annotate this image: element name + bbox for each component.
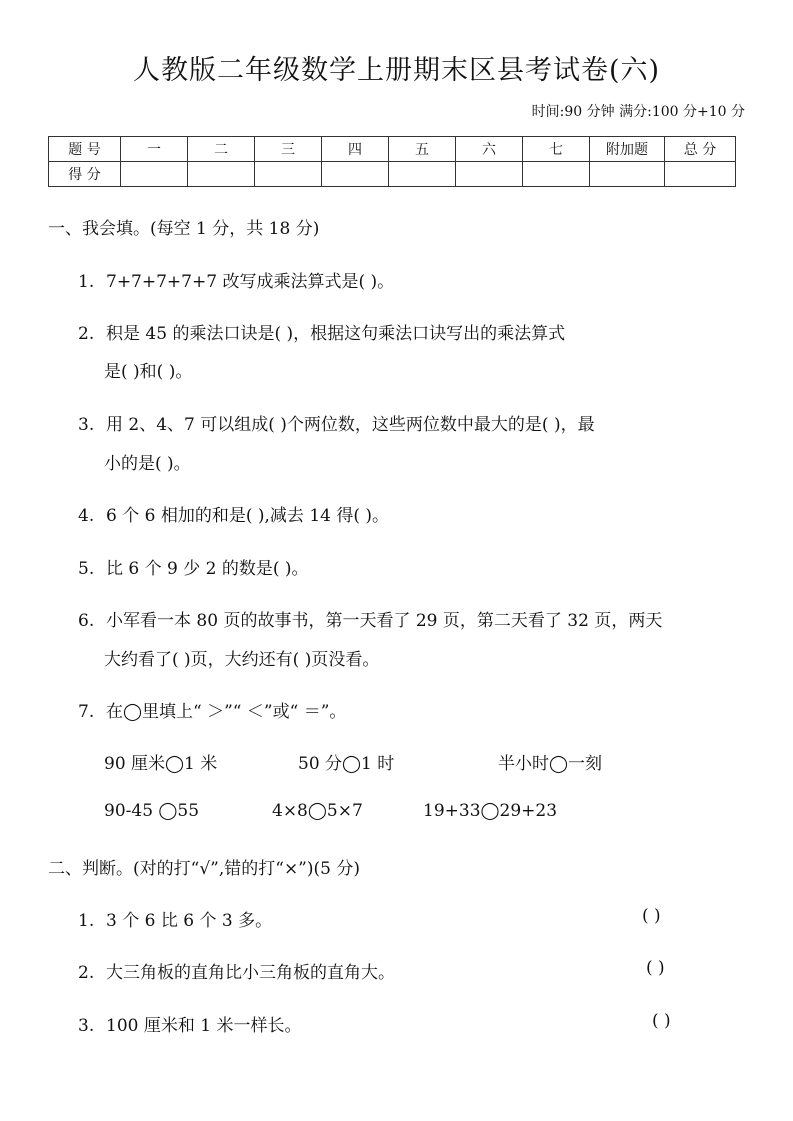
question-text: 6 个 6 相加的和是( ),减去 14 得( )。 [106, 506, 390, 526]
score-row [49, 162, 736, 187]
question-text: 100 厘米和 1 米一样长。 [106, 1016, 302, 1036]
question-number: 2. [78, 324, 95, 344]
question-text: 用 2、4、7 可以组成( )个两位数，这些两位数中最大的是( )，最 [106, 415, 595, 435]
score-header-cell: 三 [255, 137, 322, 162]
score-header-cell: 六 [456, 137, 523, 162]
question-number: 7. [78, 702, 95, 722]
score-cell[interactable] [523, 162, 590, 187]
question-number: 1. [78, 272, 95, 292]
compare-item: 50 分◯1 时 [298, 754, 395, 774]
score-row-label: 得 分 [49, 162, 121, 187]
question-text: 小军看一本 80 页的故事书，第一天看了 29 页，第二天看了 32 页，两天 [106, 611, 663, 631]
score-table [48, 136, 736, 187]
score-header-cell: 二 [188, 137, 255, 162]
compare-item: 90 厘米◯1 米 [104, 754, 218, 774]
question-1-2-continuation: 是( )和( )。 [104, 362, 193, 382]
score-cell[interactable] [121, 162, 188, 187]
question-text: 7+7+7+7+7 改写成乘法算式是( )。 [106, 272, 395, 292]
exam-meta: 时间:90 分钟 满分:100 分+10 分 [531, 104, 745, 120]
answer-bracket[interactable]: ( ) [646, 958, 665, 978]
question-1-6-continuation: 大约看了( )页，大约还有( )页没看。 [104, 650, 380, 670]
answer-bracket[interactable]: ( ) [652, 1011, 671, 1031]
score-header-cell: 总 分 [665, 137, 736, 162]
compare-item: 半小时◯一刻 [498, 754, 603, 774]
question-1-5 [78, 554, 309, 579]
score-cell[interactable] [590, 162, 665, 187]
question-2-1 [78, 906, 272, 931]
question-number: 3. [78, 1016, 95, 1036]
score-cell[interactable] [255, 162, 322, 187]
score-cell[interactable] [456, 162, 523, 187]
section-2-heading: 二、判断。(对的打“√”,错的打“×”)(5 分) [48, 859, 360, 879]
question-number: 3. [78, 415, 95, 435]
question-2-2 [78, 958, 395, 983]
question-1-3 [78, 410, 595, 435]
question-number: 2. [78, 963, 95, 983]
question-number: 5. [78, 559, 95, 579]
score-header-cell: 附加题 [590, 137, 665, 162]
compare-item: 4×8◯5×7 [272, 801, 363, 821]
section-1-heading: 一、我会填。(每空 1 分，共 18 分) [48, 219, 320, 239]
question-text: 比 6 个 9 少 2 的数是( )。 [106, 559, 309, 579]
score-cell[interactable] [389, 162, 456, 187]
score-header-cell: 四 [322, 137, 389, 162]
question-text: 积是 45 的乘法口诀是( )，根据这句乘法口诀写出的乘法算式 [106, 324, 566, 344]
question-text: 大三角板的直角比小三角板的直角大。 [106, 963, 395, 983]
compare-item: 19+33◯29+23 [423, 801, 558, 821]
question-text: 在◯里填上“ ＞”“ ＜”或“ ＝”。 [106, 702, 347, 722]
score-cell[interactable] [665, 162, 736, 187]
score-header-cell: 一 [121, 137, 188, 162]
score-header-cell: 七 [523, 137, 590, 162]
question-1-6 [78, 606, 662, 631]
question-1-2 [78, 319, 565, 344]
score-header-cell: 题 号 [49, 137, 121, 162]
question-number: 4. [78, 506, 95, 526]
score-cell[interactable] [188, 162, 255, 187]
page-title: 人教版二年级数学上册期末区县考试卷(六) [132, 55, 661, 86]
answer-bracket[interactable]: ( ) [642, 906, 661, 926]
score-header-row [49, 137, 736, 162]
question-1-3-continuation: 小的是( )。 [104, 454, 191, 474]
question-number: 6. [78, 611, 95, 631]
question-1-4 [78, 501, 389, 526]
compare-item: 90-45 ◯55 [104, 801, 200, 821]
question-2-3 [78, 1011, 301, 1036]
question-1-1 [78, 267, 394, 292]
question-number: 1. [78, 911, 95, 931]
question-1-7 [78, 697, 346, 722]
score-cell[interactable] [322, 162, 389, 187]
score-header-cell: 五 [389, 137, 456, 162]
question-text: 3 个 6 比 6 个 3 多。 [106, 911, 273, 931]
